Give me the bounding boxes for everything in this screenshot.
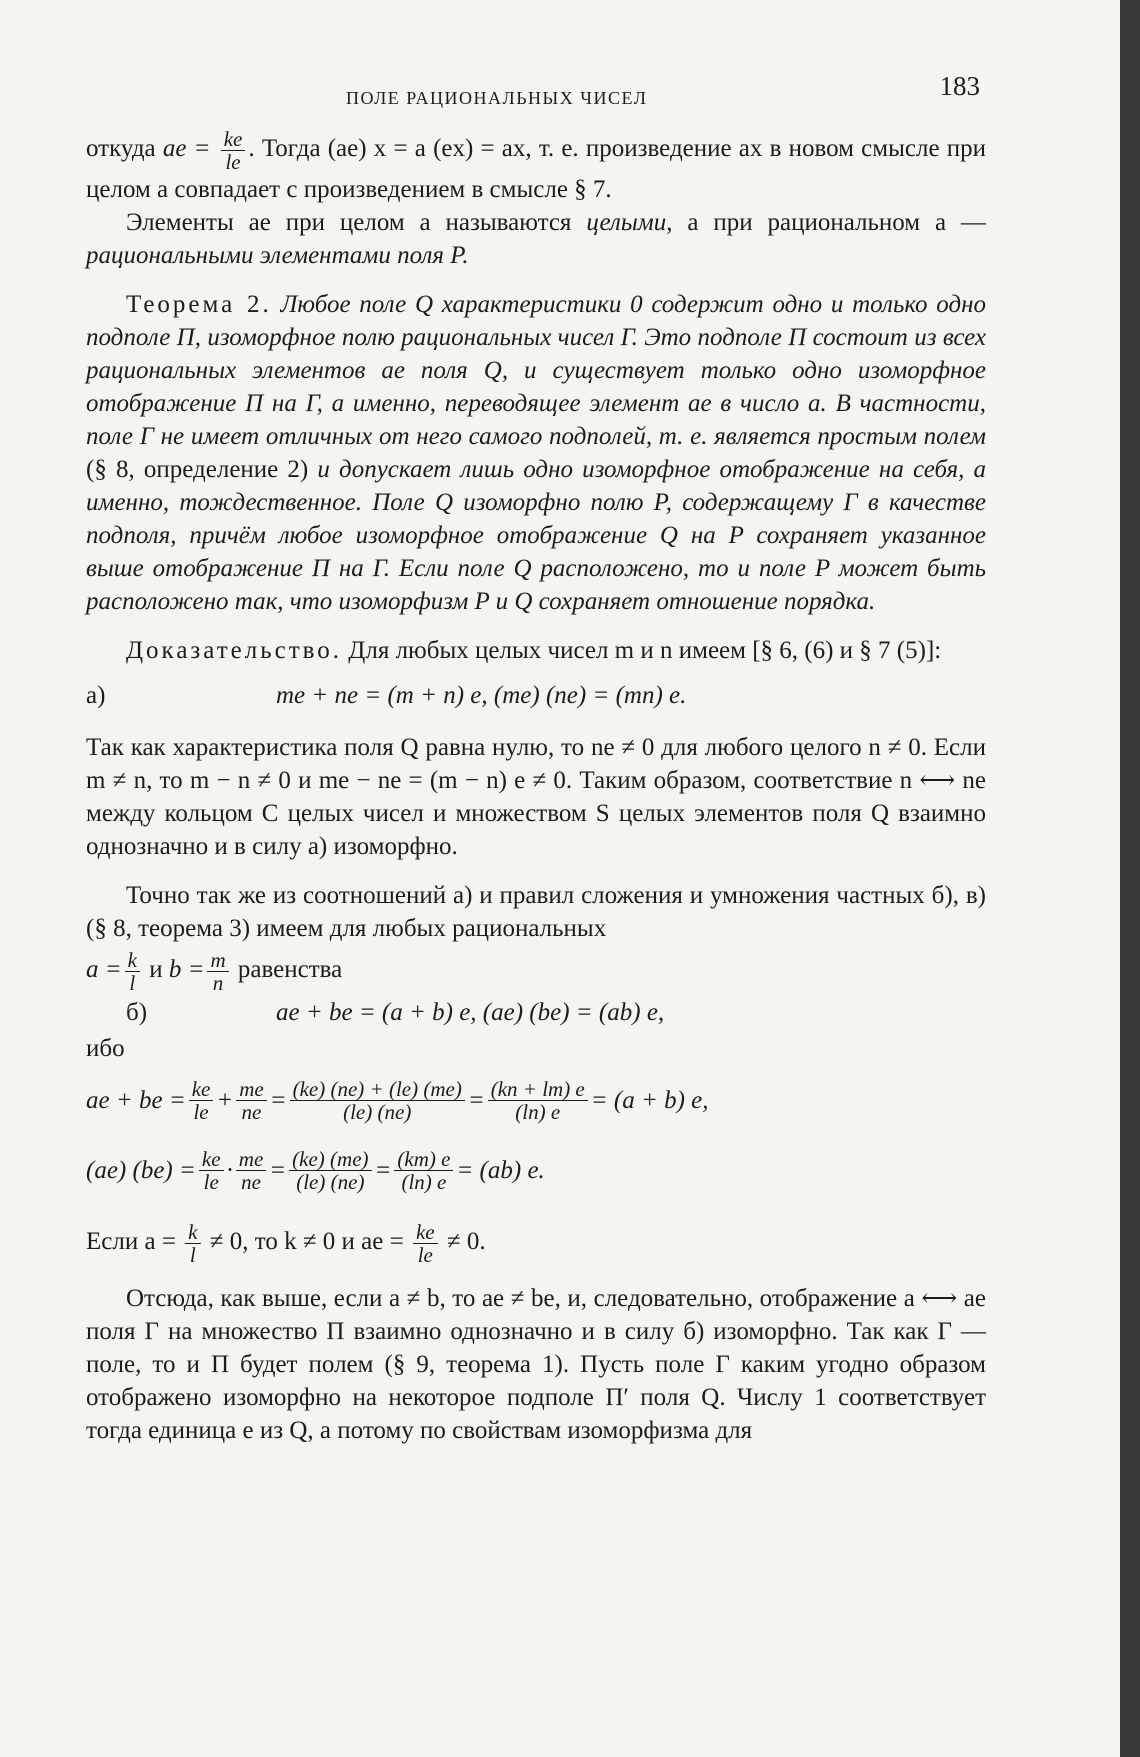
fraction-m-n (207, 949, 228, 994)
text-span: Отсюда, как выше, если a ≠ b, то ae ≠ be, и, следовательно, отображение a ⟷ ae поля Γ на множество Π взаимно однозначно и в силу б) изоморфно. Так как Γ — поле, то и Π будет полем (§ 9, теорема 1). Пусть поле Γ каким угодно образом отображено изоморфно на некоторое подполе Π′ поля Q. Числу 1 соответствует тогда единица e из Q, а потому по свойствам изоморфизма для (86, 1285, 986, 1444)
paragraph-4 (86, 731, 986, 863)
paragraph-5 (86, 879, 986, 945)
spacer (86, 618, 986, 634)
text-span: ибо (86, 1035, 125, 1062)
page-content (86, 70, 986, 1447)
fraction-k-l (125, 949, 140, 994)
theorem-text: Любое поле Q характеристики 0 содержит одно и только одно подполе Π, изоморфное полю рациональных чисел Γ. Это подполе Π состоит из всех рациональных элементов ae поля Q, и существует только одно изоморфное отображение Π на Γ, а именно, переводящее элемент ae в число a. В частности, поле Γ не имеет отличных от него самого подполей, т. е. является простым полем (86, 291, 987, 450)
text-span: целыми (586, 209, 667, 236)
theorem-label: Теорема 2. (126, 291, 272, 318)
spacer (86, 863, 986, 879)
text-span: , а при рациональном a — (666, 209, 986, 236)
frac-num: k (125, 949, 140, 972)
equation-label: б) (126, 999, 148, 1026)
fraction-ke-le (413, 1221, 438, 1266)
spacer (86, 272, 986, 288)
fraction-big-3 (289, 1148, 371, 1193)
frac-num: (ke) (ne) + (le) (me) (290, 1078, 465, 1101)
paragraph-1 (86, 128, 986, 206)
proof-paragraph (86, 634, 986, 667)
plus-sign: + (216, 1086, 234, 1114)
text-span: Для любых целых чисел m и n имеем [§ 6, (6) и § 7 (5)]: (342, 637, 942, 664)
frac-num: me (236, 1078, 267, 1101)
paragraph-6 (86, 1221, 986, 1266)
frac-den: le (193, 1099, 209, 1124)
page-header (86, 70, 986, 110)
frac-den: ne (241, 1099, 262, 1124)
frac-den: le (417, 1243, 433, 1267)
text-span: и (149, 956, 163, 984)
fraction-me-ne (236, 1148, 267, 1193)
frac-num: m (207, 949, 228, 972)
text-span: Точно так же из соотношений а) и правил сложения и умножения частных б), в) (§ 8, теорема 3) имеем для любых рациональных (86, 882, 986, 942)
equals-sign: = (374, 1156, 392, 1184)
theorem-ref: (§ 8, определение 2) (86, 456, 318, 483)
running-title: ПОЛЕ РАЦИОНАЛЬНЫХ ЧИСЕЛ (346, 88, 648, 108)
frac-num: (kn + lm) e (488, 1078, 588, 1101)
frac-num: (km) e (394, 1148, 453, 1171)
equation-a (86, 677, 986, 715)
frac-num: me (236, 1148, 267, 1171)
fraction-ke-le (189, 1078, 214, 1123)
frac-num: ke (189, 1078, 214, 1101)
text-span: откуда (86, 135, 156, 163)
fraction-big-4 (394, 1148, 453, 1193)
equation-product (86, 1135, 986, 1205)
formula-span: = (ab) e. (456, 1156, 545, 1184)
page-number: 183 (939, 71, 980, 101)
formula-span: a = (86, 956, 122, 984)
page-edge-shadow (1120, 0, 1140, 1757)
paragraph-7 (86, 1282, 986, 1447)
frac-den: le (225, 150, 241, 174)
theorem-2 (86, 288, 986, 618)
fraction-me-ne (236, 1078, 267, 1123)
frac-num: ke (221, 128, 246, 151)
frac-den: (ln) e (401, 1169, 447, 1194)
frac-den: (ln) e (515, 1099, 561, 1124)
fraction-big-1 (290, 1078, 465, 1123)
equation-sum (86, 1065, 986, 1135)
ibo (86, 1032, 986, 1065)
frac-den: l (189, 1243, 196, 1267)
dot-sign: · (226, 1156, 233, 1184)
spacer (86, 1266, 986, 1282)
spacer (86, 715, 986, 731)
fraction-ke-le (221, 128, 246, 173)
formula-span: = (a + b) e, (590, 1086, 709, 1114)
text-span: ≠ 0, то k ≠ 0 и ae = (209, 1228, 404, 1256)
text-span: рациональными элементами поля P. (86, 242, 469, 269)
equals-sign: = (269, 1156, 287, 1184)
frac-den: n (212, 971, 224, 995)
fraction-big-2 (488, 1078, 588, 1123)
formula-span: ae + be = (86, 1086, 186, 1114)
spacer (86, 1205, 986, 1221)
paragraph-2 (86, 206, 986, 272)
frac-den: l (129, 971, 136, 995)
frac-num: ke (413, 1221, 438, 1244)
equation-body: ae + be = (a + b) e, (ae) (be) = (ab) e, (276, 999, 665, 1026)
equals-sign: = (269, 1086, 287, 1114)
text-span: равенства (237, 956, 343, 984)
frac-den: ne (241, 1169, 261, 1194)
text-span: . Тогда (ae) x = a (ex) = ax, т. е. произведение ax (248, 135, 763, 163)
frac-num: k (185, 1221, 200, 1244)
frac-den: (le) (ne) (343, 1099, 412, 1124)
formula-span: b = (168, 956, 205, 984)
formula-span: (ae) (be) = (86, 1156, 196, 1184)
equation-body: me + ne = (m + n) e, (me) (ne) = (mn) e. (276, 682, 687, 709)
proof-label: Доказательство. (126, 637, 343, 664)
frac-num: (ke) (me) (289, 1148, 371, 1171)
text-span: Если a = (86, 1228, 176, 1256)
paragraph-5-formula (86, 949, 986, 994)
formula-span: ae = (162, 135, 211, 163)
text-span: в новом смысле при целом a совпадает с произведением в смысле § 7. (86, 135, 987, 203)
equals-sign: = (467, 1086, 485, 1114)
frac-num: ke (199, 1148, 224, 1171)
fraction-k-l (185, 1221, 200, 1266)
frac-den: le (203, 1169, 219, 1194)
equation-label: а) (86, 682, 106, 709)
theorem-text-2: и допускает лишь одно изоморфное отображение на себя, а именно, тождественное. Поле Q изоморфно полю P, содержащему Γ в качестве подполя, причём любое изоморфное отображение Q на P сохраняет указанное выше отображение Π на Γ. Если поле Q расположено, то и поле P может быть расположено так, что изоморфизм P и Q сохраняет отношение порядка. (86, 456, 986, 615)
text-span: ≠ 0. (446, 1228, 486, 1256)
text-span: Элементы ae при целом a называются (126, 209, 572, 236)
fraction-ke-le (199, 1148, 224, 1193)
equation-b (86, 994, 986, 1032)
frac-den: (le) (ne) (296, 1169, 365, 1194)
text-span: Так как характеристика поля Q равна нулю, то ne ≠ 0 для любого целого n ≠ 0. Если m ≠ n, то m − n ≠ 0 и me − ne = (m − n) e ≠ 0. Таким образом, соответствие n ⟷ ne между кольцом C целых чисел и множеством S целых элементов поля Q взаимно однозначно и в силу а) изоморфно. (86, 734, 986, 860)
